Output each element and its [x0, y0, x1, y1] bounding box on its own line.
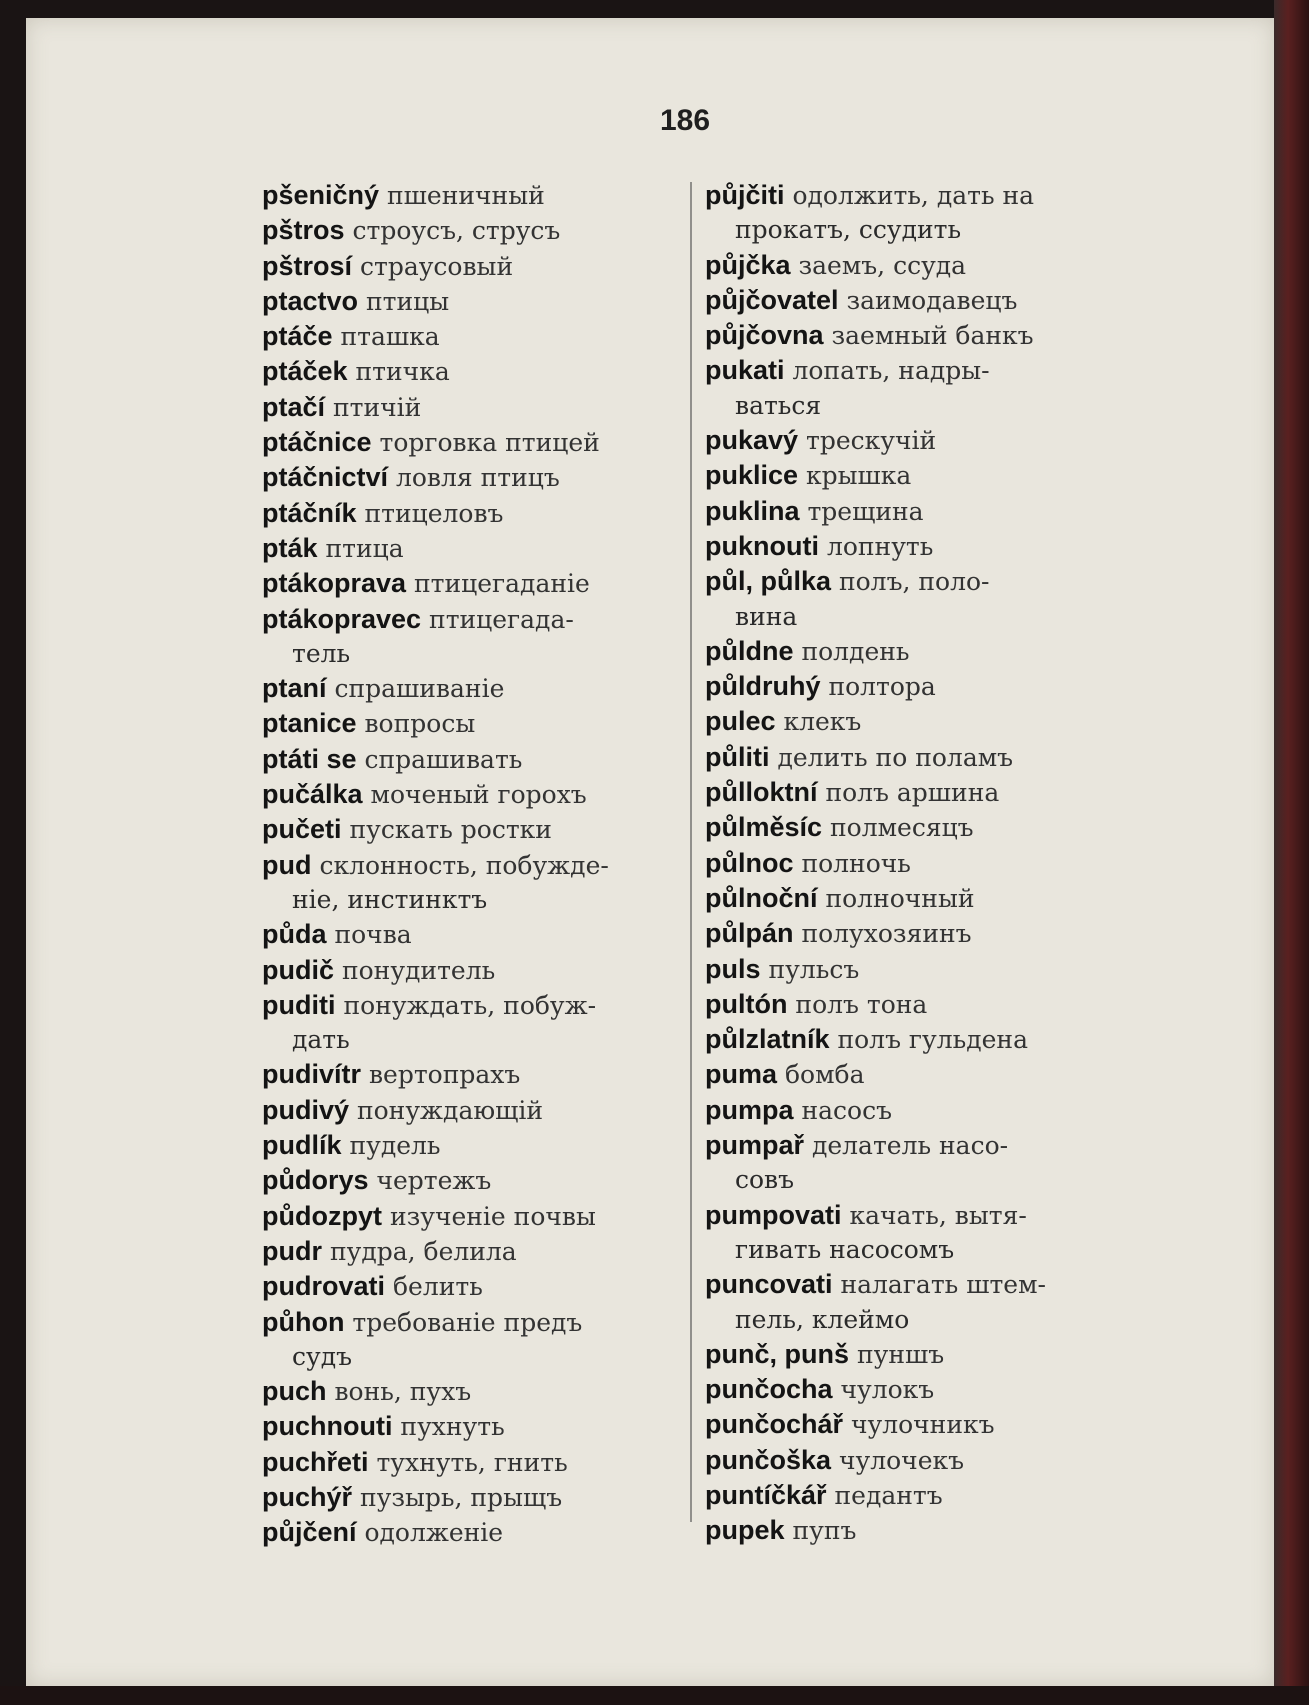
- headword: ptákoprava: [262, 568, 407, 599]
- dictionary-entry: [705, 529, 1125, 564]
- translation: пшеничный: [387, 181, 545, 210]
- headword: punč, punš: [705, 1338, 849, 1369]
- dictionary-entry: [705, 1198, 1125, 1233]
- translation: одолженіе: [364, 1518, 504, 1548]
- headword: půjčovatel: [705, 284, 839, 315]
- dictionary-entry: [262, 566, 682, 601]
- book-edge-bottom: [0, 1686, 1309, 1705]
- headword: pukati: [705, 355, 785, 386]
- headword: puchnouti: [262, 1411, 393, 1442]
- headword: pupek: [705, 1515, 785, 1546]
- dictionary-entry: [705, 283, 1125, 318]
- headword: ptáče: [262, 321, 333, 352]
- translation: птицегаданіе: [414, 569, 590, 599]
- dictionary-entry: [262, 531, 682, 566]
- translation: полночный: [825, 883, 975, 913]
- translation: пташка: [340, 322, 440, 352]
- dictionary-entry: [705, 423, 1125, 458]
- dictionary-entry: [705, 1407, 1125, 1442]
- headword: pudič: [262, 954, 334, 985]
- translation: налагать штем-: [840, 1270, 1046, 1300]
- translation: птичій: [332, 392, 422, 422]
- translation: пухнуть: [400, 1412, 505, 1442]
- translation: делить по поламъ: [777, 742, 1014, 772]
- headword: půlměsíc: [705, 812, 823, 843]
- headword: puchřeti: [262, 1446, 369, 1477]
- headword: půjčení: [262, 1517, 357, 1548]
- headword: pták: [262, 532, 318, 563]
- dictionary-entry: [262, 1234, 682, 1269]
- dictionary-entry: [262, 988, 682, 1023]
- headword: ptaní: [262, 673, 327, 704]
- translation: понудитель: [341, 955, 496, 985]
- translation-continuation: пель, клеймо: [735, 1304, 910, 1334]
- headword: pultón: [705, 988, 788, 1019]
- translation: трещина: [807, 496, 924, 526]
- translation: моченый горохъ: [370, 780, 587, 810]
- dictionary-entry: [262, 1093, 682, 1128]
- translation: птицеловъ: [364, 498, 504, 528]
- translation: лопать, надры-: [792, 356, 990, 386]
- dictionary-entry: [705, 178, 1125, 213]
- translation-continuation: дать: [292, 1025, 350, 1055]
- translation: строусъ, струсъ: [352, 216, 561, 246]
- dictionary-entry: [262, 1163, 682, 1198]
- headword: pudivý: [262, 1094, 350, 1125]
- headword: ptanice: [262, 708, 357, 739]
- translation: педантъ: [834, 1480, 943, 1510]
- dictionary-entry: [262, 602, 682, 637]
- dictionary-entry: [705, 564, 1125, 599]
- dictionary-entry: [262, 249, 682, 284]
- dictionary-entry: [262, 1305, 682, 1340]
- translation: полъ тона: [795, 989, 928, 1019]
- translation: заимодавецъ: [846, 285, 1018, 315]
- translation: чулочникъ: [850, 1410, 995, 1440]
- translation: лопнуть: [826, 531, 934, 561]
- headword: puma: [705, 1059, 778, 1090]
- dictionary-entry: [705, 952, 1125, 987]
- dictionary-entry: [262, 354, 682, 389]
- headword: pšeničný: [262, 180, 380, 210]
- translation: трескучій: [806, 426, 937, 456]
- dictionary-entry: [705, 1093, 1125, 1128]
- dictionary-entry: [262, 1057, 682, 1092]
- translation: птицы: [365, 286, 450, 316]
- translation: белить: [392, 1272, 483, 1302]
- translation-continuation: вина: [735, 601, 798, 631]
- dictionary-entry: [705, 458, 1125, 493]
- headword: ptákopravec: [262, 603, 422, 634]
- dictionary-entry: [705, 1443, 1125, 1478]
- dictionary-entry: [262, 1480, 682, 1515]
- dictionary-entry: [262, 284, 682, 319]
- dictionary-entry: [705, 353, 1125, 388]
- headword: puklice: [705, 460, 799, 491]
- headword: půjčiti: [705, 180, 785, 210]
- headword: půhon: [262, 1306, 345, 1337]
- translation-continuation: гивать насосомъ: [735, 1234, 955, 1264]
- headword: půldne: [705, 635, 794, 666]
- headword: pudr: [262, 1235, 322, 1266]
- translation: чертежъ: [376, 1166, 492, 1196]
- translation: одолжить, дать на: [792, 181, 1035, 210]
- headword: punčochář: [705, 1409, 844, 1440]
- translation: делатель насо-: [811, 1131, 1009, 1161]
- translation: пускать ростки: [349, 815, 552, 845]
- translation: крышка: [806, 461, 912, 491]
- translation: полдень: [801, 636, 910, 666]
- headword: pukavý: [705, 425, 799, 456]
- dictionary-entry: [262, 1199, 682, 1234]
- dictionary-entry: [705, 669, 1125, 704]
- translation: торговка птицей: [379, 428, 600, 458]
- translation-continuation: совъ: [735, 1165, 795, 1195]
- dictionary-entry: [262, 390, 682, 425]
- headword: půlnoc: [705, 847, 794, 878]
- headword: půlnoční: [705, 882, 818, 913]
- translation: понуждающій: [356, 1095, 544, 1125]
- headword: puditi: [262, 989, 336, 1020]
- headword: ptačí: [262, 391, 326, 422]
- dictionary-entry: [262, 178, 682, 213]
- headword: puknouti: [705, 530, 819, 561]
- dictionary-entry: [705, 1478, 1125, 1513]
- headword: půlzlatník: [705, 1024, 830, 1055]
- headword: pučeti: [262, 814, 342, 845]
- dictionary-entry: [262, 425, 682, 460]
- dictionary-entry: [705, 1267, 1125, 1302]
- translation: клекъ: [783, 707, 862, 737]
- translation: полухозяинъ: [801, 919, 972, 949]
- headword: pumpa: [705, 1094, 794, 1125]
- right-column: [705, 178, 1125, 1549]
- headword: punčocha: [705, 1374, 833, 1405]
- translation: вонь, пухъ: [334, 1377, 472, 1407]
- headword: puncovati: [705, 1269, 833, 1300]
- dictionary-entry: [705, 1337, 1125, 1372]
- headword: půda: [262, 919, 327, 950]
- headword: půjčovna: [705, 320, 824, 351]
- headword: pštrosí: [262, 250, 353, 281]
- headword: půdozpyt: [262, 1200, 382, 1231]
- translation: полъ аршина: [825, 778, 1000, 808]
- dictionary-entry: [705, 1513, 1125, 1548]
- headword: pumpař: [705, 1130, 805, 1161]
- headword: ptáti se: [262, 743, 357, 774]
- dictionary-entry: [705, 740, 1125, 775]
- headword: pudivítr: [262, 1059, 361, 1090]
- headword: půdorys: [262, 1165, 369, 1196]
- translation: почва: [334, 920, 412, 950]
- headword: pulec: [705, 706, 776, 737]
- translation-continuation: прокатъ, ссудить: [735, 215, 962, 245]
- dictionary-entry: [262, 848, 682, 883]
- translation: полъ гульдена: [837, 1025, 1028, 1055]
- dictionary-entry: [705, 810, 1125, 845]
- headword: puklina: [705, 495, 800, 526]
- dictionary-entry: [262, 953, 682, 988]
- translation: пудель: [349, 1131, 441, 1161]
- dictionary-entry: [705, 1022, 1125, 1057]
- headword: půlpán: [705, 918, 794, 949]
- translation-continuation: ваться: [735, 390, 822, 420]
- translation: полъ, поло-: [838, 567, 990, 597]
- translation: пульсъ: [768, 954, 860, 984]
- translation: заемъ, ссуда: [798, 250, 967, 280]
- dictionary-entry: [705, 1372, 1125, 1407]
- dictionary-entry: [262, 1409, 682, 1444]
- translation-continuation: судъ: [292, 1341, 353, 1371]
- dictionary-entry: [705, 846, 1125, 881]
- headword: půliti: [705, 741, 770, 772]
- dictionary-entry: [705, 881, 1125, 916]
- translation: пуншъ: [856, 1339, 945, 1369]
- translation: птица: [325, 533, 404, 563]
- dictionary-entry: [705, 775, 1125, 810]
- headword: ptáček: [262, 356, 348, 387]
- dictionary-entry: [262, 1445, 682, 1480]
- dictionary-entry: [705, 1057, 1125, 1092]
- dictionary-entry: [705, 1128, 1125, 1163]
- headword: pštros: [262, 215, 345, 246]
- headword: punčoška: [705, 1444, 832, 1475]
- dictionary-entry: [262, 1269, 682, 1304]
- dictionary-entry: [262, 1515, 682, 1550]
- translation: пузырь, прыщъ: [359, 1482, 563, 1512]
- translation: понуждать, побуж-: [343, 990, 597, 1020]
- headword: ptáčnice: [262, 427, 372, 458]
- translation: полмесяцъ: [830, 813, 974, 843]
- translation: насосъ: [801, 1095, 892, 1125]
- translation: страусовый: [359, 251, 514, 281]
- dictionary-entry: [262, 917, 682, 952]
- translation: ловля птицъ: [396, 463, 560, 493]
- dictionary-entry: [705, 704, 1125, 739]
- headword: pučálka: [262, 779, 363, 810]
- translation: заемный банкъ: [831, 321, 1034, 351]
- headword: puchýř: [262, 1481, 353, 1512]
- headword: puch: [262, 1376, 327, 1407]
- dictionary-entry: [262, 213, 682, 248]
- dictionary-entry: [262, 1128, 682, 1163]
- translation: требованіе предъ: [352, 1307, 583, 1337]
- translation: пупъ: [792, 1516, 857, 1546]
- translation: спрашивать: [364, 744, 523, 774]
- translation: качать, вытя-: [849, 1200, 1027, 1230]
- headword: ptáčnictví: [262, 462, 389, 493]
- dictionary-entry: [262, 742, 682, 777]
- dictionary-entry: [262, 496, 682, 531]
- translation: пудра, белила: [329, 1236, 517, 1266]
- dictionary-entry: [262, 460, 682, 495]
- dictionary-entry: [705, 634, 1125, 669]
- dictionary-entry: [262, 319, 682, 354]
- translation: полночь: [801, 848, 911, 878]
- headword: pumpovati: [705, 1199, 842, 1230]
- headword: puls: [705, 953, 761, 984]
- column-divider: [690, 182, 692, 1522]
- dictionary-entry: [705, 987, 1125, 1022]
- headword: puntíčkář: [705, 1479, 827, 1510]
- book-edge-right: [1274, 0, 1309, 1705]
- headword: ptactvo: [262, 285, 359, 316]
- translation: бомба: [784, 1060, 865, 1090]
- translation: склонность, побужде-: [319, 850, 609, 880]
- dictionary-entry: [705, 318, 1125, 353]
- translation: спрашиваніе: [334, 674, 505, 704]
- translation: вертопрахъ: [368, 1060, 521, 1090]
- dictionary-entry: [262, 706, 682, 741]
- translation: чулокъ: [840, 1375, 935, 1405]
- headword: půjčka: [705, 249, 791, 280]
- translation: полтора: [828, 672, 936, 702]
- dictionary-entry: [705, 494, 1125, 529]
- page-number: 186: [660, 104, 711, 137]
- translation: тухнуть, гнить: [376, 1447, 568, 1477]
- headword: ptáčník: [262, 497, 357, 528]
- translation: вопросы: [364, 709, 476, 739]
- headword: půl, půlka: [705, 566, 832, 597]
- dictionary-entry: [262, 777, 682, 812]
- headword: pud: [262, 849, 312, 880]
- headword: půldruhý: [705, 671, 821, 702]
- translation: птичка: [355, 357, 450, 387]
- headword: pudrovati: [262, 1271, 386, 1302]
- dictionary-entry: [262, 812, 682, 847]
- left-column: [262, 178, 682, 1551]
- dictionary-entry: [262, 1374, 682, 1409]
- translation: птицегада-: [429, 604, 574, 634]
- headword: půlloktní: [705, 777, 818, 808]
- dictionary-entry: [262, 671, 682, 706]
- headword: pudlík: [262, 1130, 342, 1161]
- translation: изученіе почвы: [389, 1201, 596, 1231]
- dictionary-entry: [705, 248, 1125, 283]
- translation: чулочекъ: [839, 1445, 965, 1475]
- dictionary-entry: [705, 916, 1125, 951]
- translation-continuation: тель: [292, 638, 351, 668]
- translation-continuation: ніе, инстинктъ: [292, 884, 488, 914]
